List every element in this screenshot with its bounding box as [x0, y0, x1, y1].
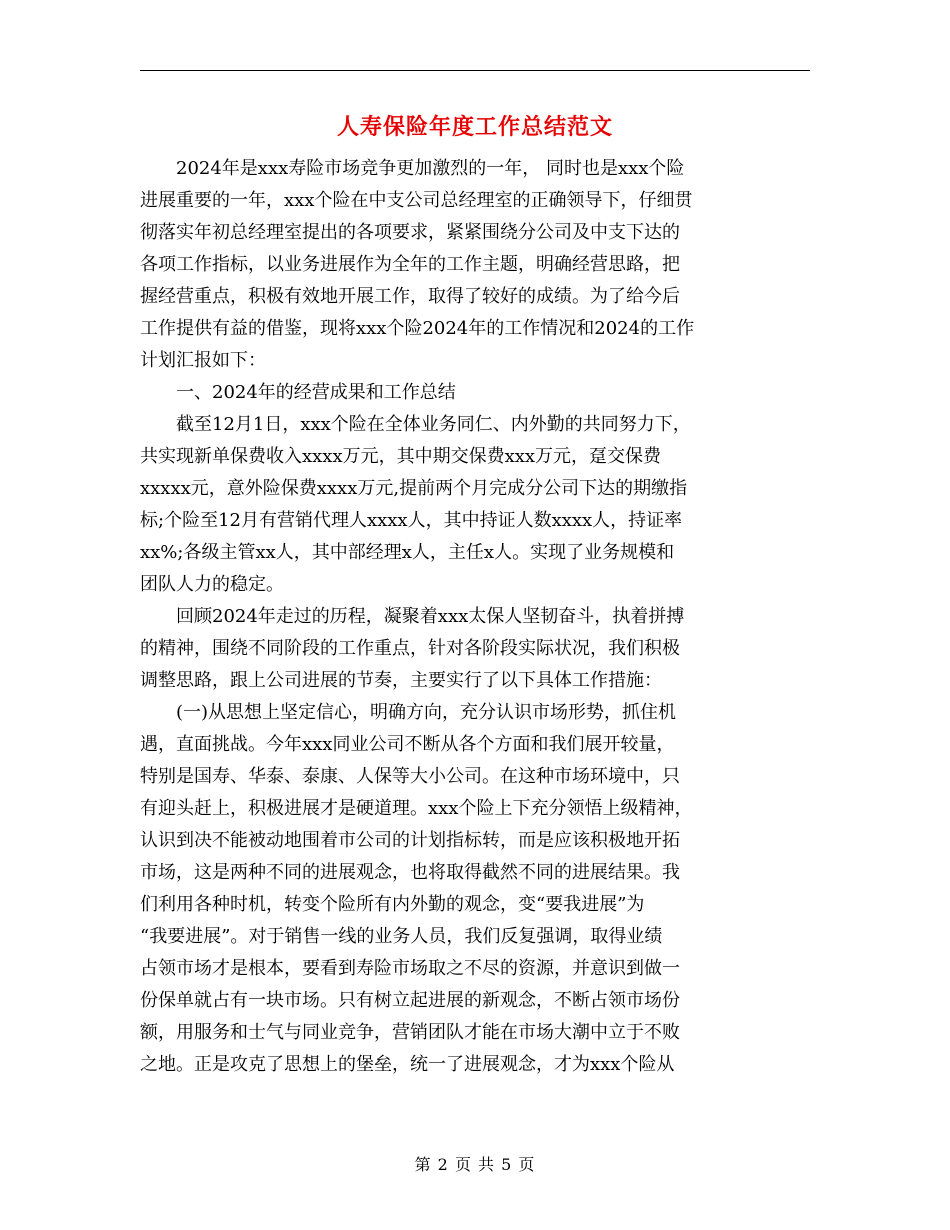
text-line: 共实现新单保费收入xxxx万元，其中期交保费xxx万元，趸交保费 — [140, 446, 662, 467]
text-line: “我要进展”。对于销售一线的业务人员，我们反复强调，取得业绩 — [140, 926, 663, 947]
text-line: 遇，直面挑战。今年xxx同业公司不断从各个方面和我们展开较量， — [140, 734, 675, 755]
text-line: xx%;各级主管xx人，其中部经理x人，主任x人。实现了业务规模和 — [140, 542, 675, 563]
text-line: 认识到决不能被动地围着市公司的计划指标转，而是应该积极地开拓 — [140, 830, 680, 851]
text-line: 工作提供有益的借鉴，现将xxx个险2024年的工作情况和2024的工作 — [140, 318, 695, 339]
text-line: 进展重要的一年，xxx个险在中支公司总经理室的正确领导下，仔细贯 — [140, 190, 693, 211]
text-line: 一、2024年的经营成果和工作总结 — [176, 382, 456, 403]
text-line: 们利用各种时机，转变个险所有内外勤的观念，变“要我进展”为 — [140, 894, 645, 915]
text-line: 计划汇报如下： — [140, 350, 266, 371]
text-line: 的精神，围绕不同阶段的工作重点，针对各阶段实际状况，我们积极 — [140, 638, 680, 659]
text-line: 之地。正是攻克了思想上的堡垒，统一了进展观念，才为xxx个险从 — [140, 1054, 675, 1075]
text-line: 市场，这是两种不同的进展观念，也将取得截然不同的进展结果。我 — [140, 862, 680, 883]
text-line: 截至12月1日，xxx个险在全体业务同仁、内外勤的共同努力下， — [176, 414, 691, 435]
text-line: 握经营重点，积极有效地开展工作，取得了较好的成绩。为了给今后 — [140, 286, 680, 307]
text-line: 特别是国寿、华泰、泰康、人保等大小公司。在这种市场环境中，只 — [140, 766, 680, 787]
text-line: 份保单就占有一块市场。只有树立起进展的新观念，不断占领市场份 — [140, 990, 680, 1011]
text-line: 各项工作指标，以业务进展作为全年的工作主题，明确经营思路，把 — [140, 254, 680, 275]
text-line: 调整思路，跟上公司进展的节奏，主要实行了以下具体工作措施： — [140, 670, 662, 691]
text-line: 2024年是xxx寿险市场竞争更加激烈的一年， 同时也是xxx个险 — [176, 158, 685, 179]
header-rule — [140, 70, 810, 71]
text-line: 标;个险至12月有营销代理人xxxx人，其中持证人数xxxx人，持证率 — [140, 510, 683, 531]
text-line: 彻落实年初总经理室提出的各项要求，紧紧围绕分公司及中支下达的 — [140, 222, 680, 243]
text-line: 回顾2024年走过的历程，凝聚着xxx太保人坚韧奋斗，执着拼搏 — [176, 606, 685, 627]
page-number: 第 2 页 共 5 页 — [414, 1155, 536, 1174]
document-title: 人寿保险年度工作总结范文 — [336, 114, 613, 140]
text-line: 团队人力的稳定。 — [140, 574, 284, 595]
document-body — [140, 153, 812, 1081]
text-line: 额，用服务和士气与同业竞争，营销团队才能在市场大潮中立于不败 — [140, 1022, 680, 1043]
text-line: xxxxx元，意外险保费xxxx万元,提前两个月完成分公司下达的期缴指 — [140, 478, 688, 499]
text-line: 占领市场才是根本，要看到寿险市场取之不尽的资源，并意识到做一 — [140, 958, 680, 979]
text-line: 有迎头赶上，积极进展才是硬道理。xxx个险上下充分领悟上级精神， — [140, 798, 693, 819]
text-line: (一)从思想上坚定信心，明确方向，充分认识市场形势，抓住机 — [176, 702, 677, 723]
